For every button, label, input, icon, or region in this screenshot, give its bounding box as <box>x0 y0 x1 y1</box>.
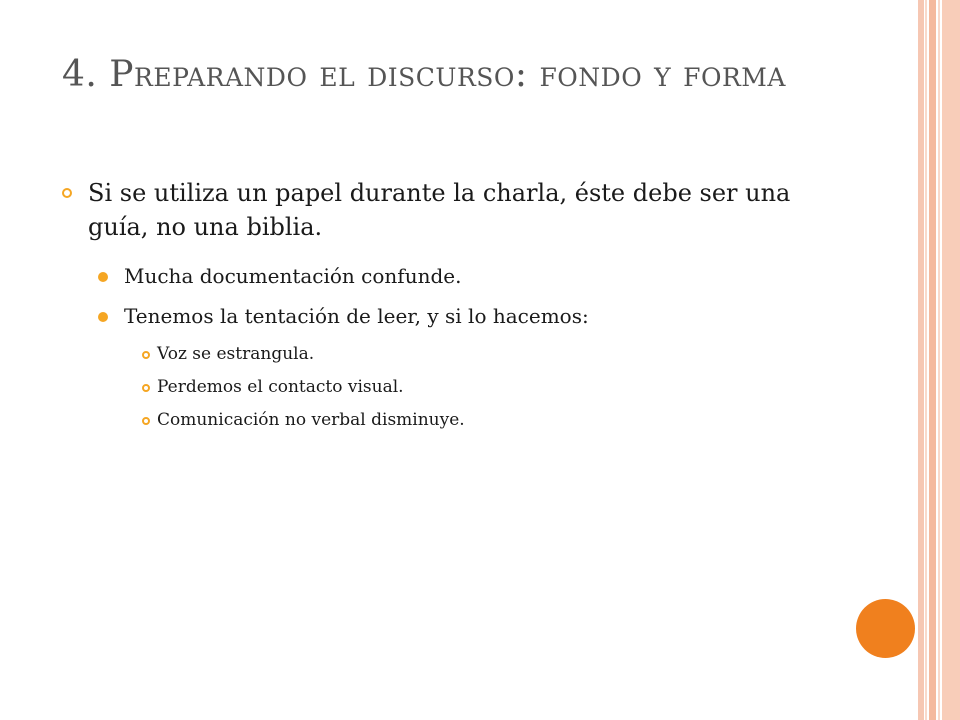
bullet-level2 <box>62 302 842 330</box>
decorative-stripes <box>918 0 960 720</box>
bullet-text: Tenemos la tentación de leer, y si lo hacemos: <box>124 304 589 328</box>
stripe <box>925 0 927 720</box>
bullet-level2 <box>62 262 842 290</box>
ring-bullet-icon <box>142 351 150 359</box>
dot-bullet-icon <box>98 312 108 322</box>
stripe <box>929 0 936 720</box>
stripe <box>918 0 924 720</box>
bullet-text: Comunicación no verbal disminuye. <box>157 410 465 430</box>
slide-content <box>62 176 842 441</box>
bullet-text: Perdemos el contacto visual. <box>157 377 404 397</box>
dot-bullet-icon <box>98 272 108 282</box>
bullet-level3 <box>62 342 842 366</box>
ring-bullet-icon <box>142 384 150 392</box>
bullet-text: Si se utiliza un papel durante la charla, éste debe ser una guía, no una biblia. <box>88 179 791 241</box>
bullet-text: Voz se estrangula. <box>157 344 315 364</box>
bullet-level3 <box>62 375 842 399</box>
bullet-level3 <box>62 408 842 432</box>
stripe <box>942 0 960 720</box>
orange-circle-decoration <box>856 599 915 658</box>
stripe <box>938 0 940 720</box>
bullet-text: Mucha documentación confunde. <box>124 264 462 288</box>
slide-title: 4. Preparando el discurso: fondo y forma <box>62 54 786 95</box>
bullet-level1 <box>62 176 842 244</box>
ring-bullet-icon <box>142 417 150 425</box>
ring-bullet-icon <box>62 188 72 198</box>
